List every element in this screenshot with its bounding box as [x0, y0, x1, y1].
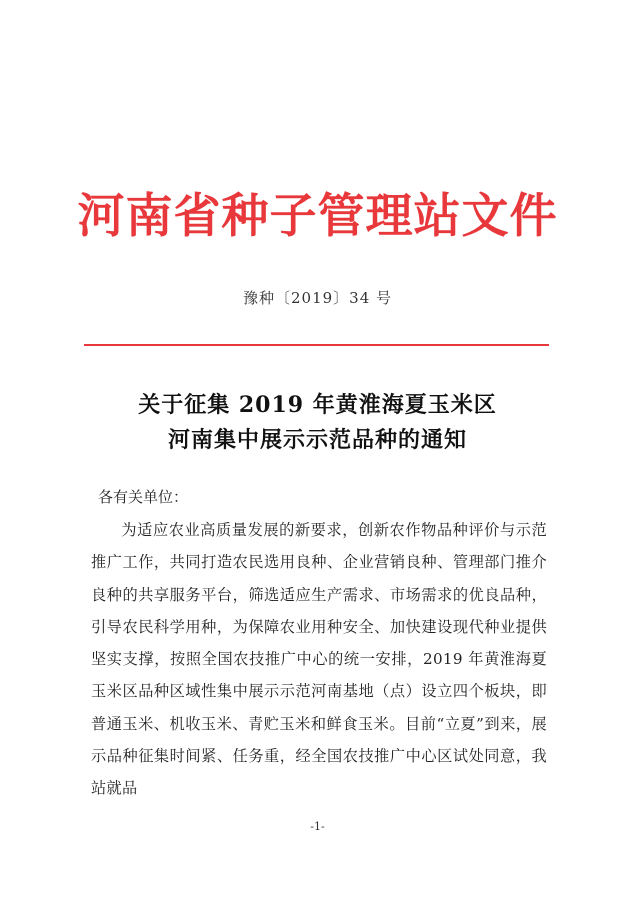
- document-number: 豫种〔2019〕34 号: [242, 289, 393, 307]
- notice-title-line-2: 河南集中展示示范品种的通知: [167, 427, 467, 453]
- salutation: 各有关单位：: [98, 488, 189, 506]
- red-divider-line: [84, 344, 549, 346]
- body-paragraph: 为适应农业高质量发展的新要求，创新农作物品种评价与示范推广工作，共同打造农民选用良种、企业营销良种、管理部门推介良种的共享服务平台，筛选适应生产需求、市场需求的优良品种，引导农民科学用种，为保障农业用种安全、加快建设现代种业提供坚实支撑，按照全国农技推广中心的统一安排，2019 年黄淮海夏玉米区品种区域性集中展示示范河南基地（点）设立四个板块，即普通玉米、机收玉米、青贮玉米和鲜食玉米。目前“立夏”到来，展示品种征集时间紧、任务重，经全国农技推广中心区试处同意，我站就品: [91, 521, 547, 798]
- page-number: -1-: [310, 820, 325, 833]
- notice-title-line-1: 关于征集 2019 年黄淮海夏玉米区: [138, 392, 497, 418]
- document-header-title: 河南省种子管理站文件: [77, 189, 558, 244]
